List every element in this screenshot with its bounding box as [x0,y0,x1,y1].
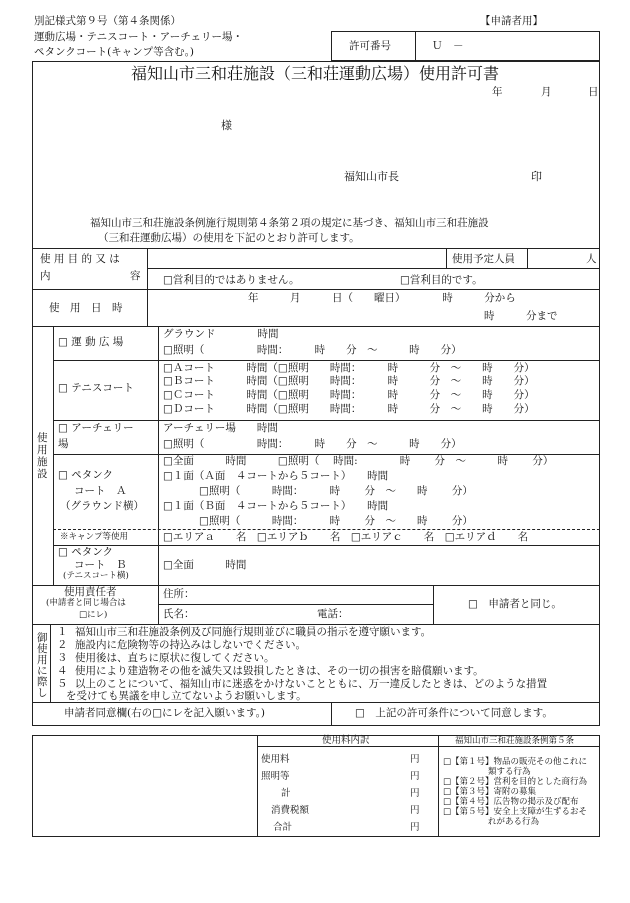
petanque-a-label-line3: （グラウンド横） [60,500,144,512]
permit-number-label: 許可番号 [349,40,391,52]
responsible-note-line1: (申請者と同じ場合は [46,598,126,608]
tennis-court-b[interactable]: □Ｂコート 時間（□照明 時間： 時 分 ～ 時 分） [163,375,535,387]
consent-label: 申請者同意欄(右の□にレを記入願います。) [64,707,266,719]
datetime-line1: 年 月 日（ 曜日） 時 分から [248,292,516,304]
people-unit: 人 [586,253,597,265]
commercial-checkbox[interactable]: □営利目的です。 [400,274,483,286]
purpose-label-line2a: 内 [40,270,51,282]
ordinance-item-1[interactable]: □【第１号】物品の販売その他これに [443,757,588,767]
responsible-label: 使用責任者 [64,586,117,598]
tennis-court-d[interactable]: □Ｄコート 時間（□照明 時間： 時 分 ～ 時 分） [163,403,535,415]
ground-time: グラウンド 時間 [163,328,279,340]
petanque-a-full[interactable]: □全面 時間 □照明（ 時間: 時 分 ～ 時 分） [163,455,554,467]
form-subtitle-line1: 運動広場・テニスコート・アーチェリー場・ [34,31,243,43]
petanque-a-label-line2: コート Ａ [74,485,127,497]
issuer: 福知山市長 [344,170,399,183]
ordinance-item-5[interactable]: □【第５号】安全上支障が生ずるおそ [443,807,588,817]
ordinance-item-1-cont: 類する行為 [488,767,531,777]
seal-mark: 印 [531,170,542,183]
form-number: 別記様式第９号（第４条関係） [34,15,181,27]
ordinance-header: 福知山市三和荘施設条例第５条 [455,736,575,746]
petanque-b-full[interactable]: □全面 時間 [163,559,247,571]
petanque-b-label-line3: (テニスコート横) [63,571,129,581]
consent-checkbox[interactable]: □ 上記の許可条件について同意します。 [355,707,553,719]
camp-label: ※キャンプ等使用 [60,532,129,542]
non-commercial-checkbox[interactable]: □営利目的ではありません。 [163,274,300,286]
ground-checkbox[interactable]: □ 運 動 広 場 [58,336,124,348]
petanque-a-side-a[interactable]: □１面（Ａ面 ４コートから５コート） 時間 [163,470,389,482]
purpose-label-line1: 使 用 目 的 又 は [40,253,120,265]
fee-header: 使用料内訳 [322,735,370,746]
tennis-court-a[interactable]: □Ａコート 時間（□照明 時間： 時 分 ～ 時 分） [163,362,535,374]
permit-text-line2: （三和荘運動広場）の使用を下記のとおり許可します。 [98,232,360,244]
responsible-note-line2: □にレ) [79,610,108,620]
date-day: 日 [588,86,599,98]
responsible-phone[interactable]: 電話： [317,608,349,620]
purpose-label-line2b: 容 [130,270,141,282]
people-label: 使用予定人員 [452,253,515,265]
petanque-a-side-a-lighting[interactable]: □照明（ 時間： 時 分 ～ 時 分） [199,485,473,497]
tennis-court-c[interactable]: □Ｃコート 時間（□照明 時間： 時 分 ～ 時 分） [163,389,535,401]
datetime-line2: 時 分まで [484,310,558,322]
ordinance-item-5-cont: れがある行為 [488,817,540,827]
archery-time: アーチェリー場 時間 [163,422,278,434]
page-title: 福知山市三和荘施設（三和荘運動広場）使用許可書 [130,64,499,83]
petanque-a-side-b-lighting[interactable]: □照明（ 時間： 時 分 ～ 時 分） [199,515,473,527]
petanque-b-label-line2: コート Ｂ [74,559,127,571]
ordinance-item-3[interactable]: □【第３号】寄附の募集 [443,787,537,797]
form-subtitle-line2: ペタンクコート(キャンプ等含む。) [34,46,195,58]
archery-lighting[interactable]: □照明（ 時間： 時 分 ～ 時 分） [163,438,462,450]
ordinance-item-4[interactable]: □【第４号】広告物の掲示及び配布 [443,797,579,807]
ground-lighting[interactable]: □照明（ 時間： 時 分 ～ 時 分） [163,344,462,356]
ordinance-item-2[interactable]: □【第２号】営利を目的とした商行為 [443,777,588,787]
tennis-checkbox[interactable]: □ テニスコート [58,382,134,394]
petanque-a-checkbox[interactable]: □ ペタンク [58,469,114,481]
date-year: 年 [492,86,503,98]
permit-number-value: Ｕ － [432,40,464,52]
permit-text-line1: 福知山市三和荘施設条例施行規則第４条第２項の規定に基づき、福知山市三和荘施設 [90,217,489,229]
datetime-label: 使 用 日 時 [49,302,123,314]
camp-areas[interactable]: □エリアａ 名 □エリアｂ 名 □エリアｃ 名 □エリアｄ 名 [163,531,529,543]
date-month: 月 [541,86,552,98]
petanque-b-checkbox[interactable]: □ ペタンク [58,546,114,558]
petanque-a-side-b[interactable]: □１面（Ｂ面 ４コートから５コート） 時間 [163,500,389,512]
archery-checkbox[interactable]: □ アーチェリー [58,422,134,434]
responsible-address[interactable]: 住所： [163,588,195,600]
copy-label: 【申請者用】 [480,15,543,27]
recipient-sama: 様 [221,119,232,132]
same-as-applicant-checkbox[interactable]: □ 申請者と同じ。 [468,598,562,610]
responsible-name[interactable]: 氏名： [163,608,195,620]
archery-label-line2: 場 [58,438,69,450]
